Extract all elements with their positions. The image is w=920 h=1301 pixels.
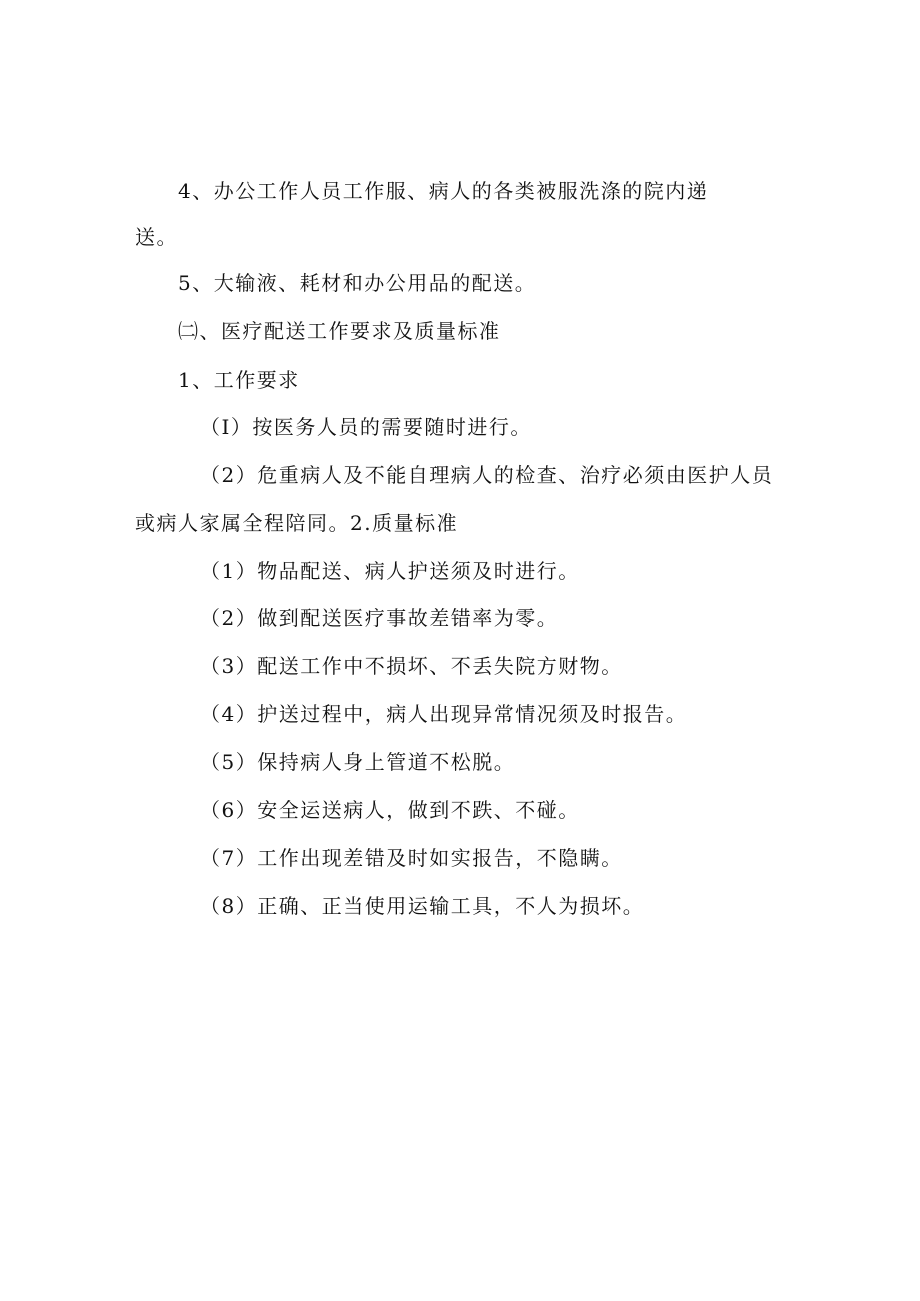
requirement-2-line-2: 或病人家属全程陪同。2.质量标准 xyxy=(135,511,459,535)
standard-7: （7）工作出现差错及时如实报告，不隐瞒。 xyxy=(200,846,623,870)
standard-4: （4）护送过程中，病人出现异常情况须及时报告。 xyxy=(200,702,688,726)
standard-5: （5）保持病人身上管道不松脱。 xyxy=(200,750,516,774)
standard-8: （8）正确、正当使用运输工具，不人为损坏。 xyxy=(200,894,645,918)
requirement-2-line-1: （2）危重病人及不能自理病人的检查、治疗必须由医护人员 xyxy=(200,463,774,487)
section-heading: ㈡、医疗配送工作要求及质量标准 xyxy=(178,319,501,343)
subsection-heading: 1、工作要求 xyxy=(178,368,300,392)
standard-6: （6）安全运送病人，做到不跌、不碰。 xyxy=(200,798,580,822)
standard-3: （3）配送工作中不损坏、不丢失院方财物。 xyxy=(200,654,623,678)
item-4-line-1: 4、办公工作人员工作服、病人的各类被服洗涤的院内递 xyxy=(178,179,709,203)
item-4-line-2: 送。 xyxy=(135,225,178,249)
standard-1: （1）物品配送、病人护送须及时进行。 xyxy=(200,559,580,583)
standard-2: （2）做到配送医疗事故差错率为零。 xyxy=(200,606,559,630)
requirement-1: （I）按医务人员的需要随时进行。 xyxy=(200,415,532,439)
item-5: 5、大输液、耗材和办公用品的配送。 xyxy=(178,271,537,295)
